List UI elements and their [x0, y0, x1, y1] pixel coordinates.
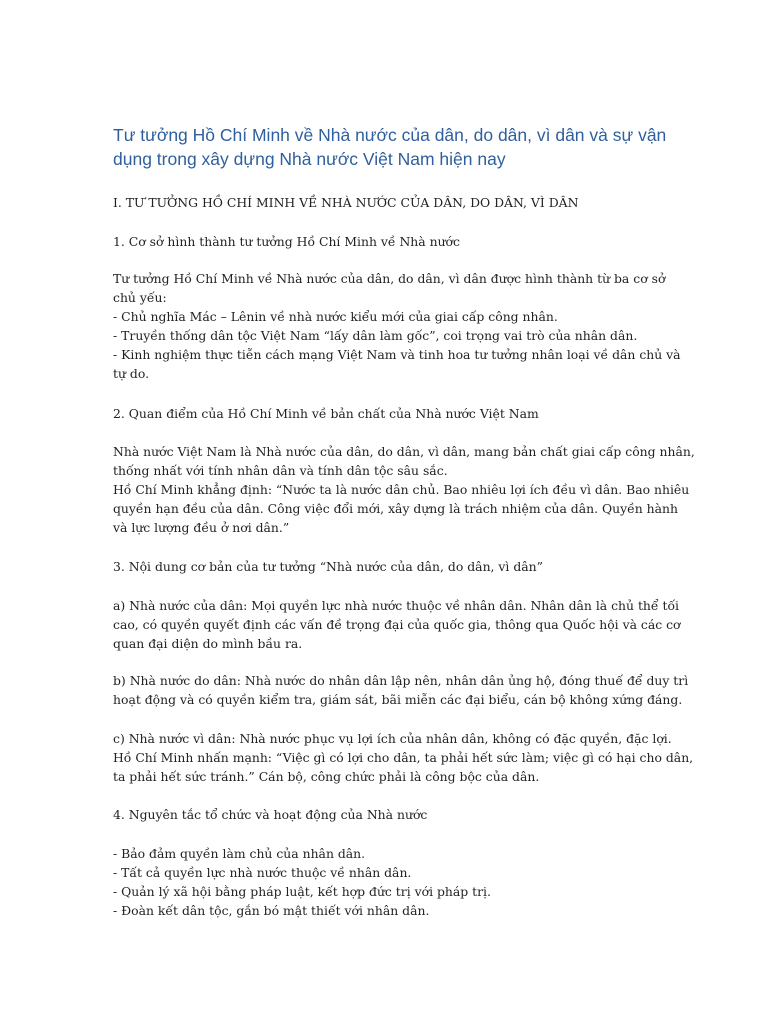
text-line: - Chủ nghĩa Mác – Lênin về nhà nước kiểu mới của giai cấp công nhân. — [113, 309, 558, 324]
text-line: thống nhất với tính nhân dân và tính dân tộc sâu sắc. — [113, 463, 448, 478]
text-line: Tư tưởng Hồ Chí Minh về Nhà nước của dân, do dân, vì dân được hình thành từ ba cơ sở — [113, 271, 666, 286]
subheading-2 — [113, 404, 673, 423]
text-line: chủ yếu: — [113, 290, 167, 305]
text-line: 1. Cơ sở hình thành tư tưởng Hồ Chí Minh về Nhà nước — [113, 234, 460, 249]
text-line: 3. Nội dung cơ bản của tư tưởng “Nhà nước của dân, do dân, vì dân” — [113, 559, 543, 574]
title-line: dụng trong xây dựng Nhà nước Việt Nam hiện nay — [113, 149, 506, 169]
list-item: - Bảo đảm quyền làm chủ của nhân dân. — [113, 846, 366, 861]
text-line: cao, có quyền quyết định các vấn đề trọng đại của quốc gia, thông qua Quốc hội và các cơ — [113, 617, 681, 632]
text-line: b) Nhà nước do dân: Nhà nước do nhân dân lập nên, nhân dân ủng hộ, đóng thuế để duy trì — [113, 673, 689, 688]
text-line: quyền hạn đều của dân. Công việc đổi mới, xây dựng là trách nhiệm của dân. Quyền hành — [113, 501, 678, 516]
text-line: c) Nhà nước vì dân: Nhà nước phục vụ lợi ích của nhân dân, không có đặc quyền, đặc lợi. — [113, 731, 672, 746]
paragraph-2 — [113, 442, 695, 537]
principles-list — [113, 844, 673, 920]
text-line: - Truyền thống dân tộc Việt Nam “lấy dân làm gốc”, coi trọng vai trò của nhân dân. — [113, 328, 638, 343]
list-item: - Quản lý xã hội bằng pháp luật, kết hợp đức trị với pháp trị. — [113, 884, 491, 899]
text-line: 4. Nguyên tắc tổ chức và hoạt động của Nhà nước — [113, 807, 428, 822]
paragraph-3b — [113, 671, 689, 709]
list-item: - Đoàn kết dân tộc, gắn bó mật thiết với nhân dân. — [113, 903, 430, 918]
text-line: và lực lượng đều ở nơi dân.” — [113, 520, 290, 535]
subheading-3 — [113, 557, 673, 576]
document-title — [113, 123, 673, 171]
section-heading-1 — [113, 193, 673, 212]
text-line: quan đại diện do mình bầu ra. — [113, 636, 303, 651]
text-line: I. TƯ TƯỞNG HỒ CHÍ MINH VỀ NHÀ NƯỚC CỦA DÂN, DO DÂN, VÌ DÂN — [113, 195, 579, 210]
text-line: Hồ Chí Minh nhấn mạnh: “Việc gì có lợi cho dân, ta phải hết sức làm; việc gì có hại cho dân, — [113, 750, 694, 765]
text-line: tự do. — [113, 366, 150, 381]
text-line: Nhà nước Việt Nam là Nhà nước của dân, do dân, vì dân, mang bản chất giai cấp công nhân, — [113, 444, 695, 459]
text-line: hoạt động và có quyền kiểm tra, giám sát, bãi miễn các đại biểu, cán bộ không xứng đáng. — [113, 692, 683, 707]
subheading-1 — [113, 232, 673, 251]
title-line: Tư tưởng Hồ Chí Minh về Nhà nước của dân, do dân, vì dân và sự vận — [113, 125, 667, 145]
paragraph-3c — [113, 729, 694, 786]
text-line: a) Nhà nước của dân: Mọi quyền lực nhà nước thuộc về nhân dân. Nhân dân là chủ thể tối — [113, 598, 679, 613]
paragraph-1 — [113, 269, 681, 383]
text-line: 2. Quan điểm của Hồ Chí Minh về bản chất của Nhà nước Việt Nam — [113, 406, 539, 421]
list-item: - Tất cả quyền lực nhà nước thuộc về nhân dân. — [113, 865, 412, 880]
subheading-4 — [113, 805, 673, 824]
paragraph-3a — [113, 596, 681, 653]
text-line: Hồ Chí Minh khẳng định: “Nước ta là nước dân chủ. Bao nhiêu lợi ích đều vì dân. Bao nhiêu — [113, 482, 690, 497]
text-line: - Kinh nghiệm thực tiễn cách mạng Việt Nam và tinh hoa tư tưởng nhân loại về dân chủ và — [113, 347, 681, 362]
text-line: ta phải hết sức tránh.” Cán bộ, công chức phải là công bộc của dân. — [113, 769, 540, 784]
